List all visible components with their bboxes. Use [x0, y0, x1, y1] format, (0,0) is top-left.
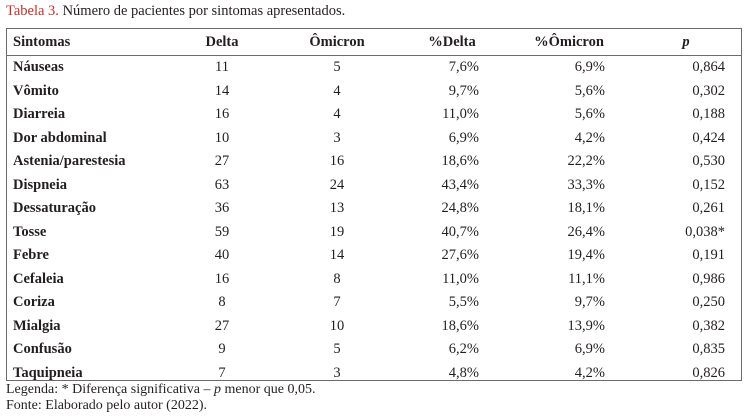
delta-count: 27: [214, 317, 230, 334]
p-value: 0,530: [692, 153, 725, 170]
omicron-percent: 6,9%: [574, 341, 605, 358]
omicron-count: 19: [329, 223, 345, 240]
delta-count: 16: [214, 106, 230, 123]
p-value: 0,261: [692, 200, 725, 217]
table-row: [7, 221, 741, 245]
symptom-name: Dispneia: [13, 176, 67, 193]
symptoms-table: [7, 29, 741, 385]
omicron-count: 24: [329, 176, 345, 193]
symptom-name: Diarreia: [13, 106, 66, 123]
p-value: 0,424: [692, 129, 725, 146]
omicron-percent: 5,6%: [574, 82, 605, 99]
table-row: [7, 315, 741, 339]
delta-percent: 5,5%: [448, 294, 479, 311]
p-value: 0,038*: [685, 223, 725, 240]
p-value: 0,826: [692, 364, 725, 381]
delta-percent: 24,8%: [441, 200, 479, 217]
delta-count: 9: [218, 341, 226, 358]
table-legend: [6, 382, 315, 414]
omicron-percent: 19,4%: [567, 247, 605, 264]
header-p-value: p: [631, 29, 741, 56]
table-row: [7, 291, 741, 315]
symptom-name: Cefaleia: [13, 270, 64, 287]
delta-count: 59: [214, 223, 230, 240]
omicron-count: 8: [333, 270, 341, 287]
legend-p: p: [213, 382, 221, 397]
header-delta: Delta: [167, 29, 277, 56]
symptom-name: Confusão: [13, 341, 72, 358]
symptom-name: Febre: [13, 247, 49, 264]
omicron-count: 7: [333, 294, 341, 311]
omicron-percent: 13,9%: [567, 317, 605, 334]
caption-tag: Tabela 3.: [6, 3, 59, 19]
delta-percent: 18,6%: [441, 317, 479, 334]
omicron-count: 10: [329, 317, 345, 334]
source-line: Fonte: Elaborado pelo autor (2022).: [6, 398, 208, 413]
header-pct-omicron: %Ômicron: [507, 29, 631, 56]
omicron-percent: 4,2%: [574, 364, 605, 381]
delta-percent: 7,6%: [448, 59, 479, 76]
header-omicron: Ômicron: [277, 29, 397, 56]
omicron-count: 5: [333, 341, 341, 358]
delta-percent: 6,9%: [448, 129, 479, 146]
delta-percent: 4,8%: [448, 364, 479, 381]
symptoms-table-frame: [6, 28, 742, 381]
omicron-count: 3: [333, 129, 341, 146]
delta-count: 40: [214, 247, 230, 264]
delta-count: 63: [214, 176, 230, 193]
delta-count: 7: [218, 364, 226, 381]
symptom-name: Dessaturação: [13, 200, 96, 217]
omicron-percent: 26,4%: [567, 223, 605, 240]
p-value: 0,191: [692, 247, 725, 264]
table-row: [7, 244, 741, 268]
delta-percent: 18,6%: [441, 153, 479, 170]
delta-percent: 27,6%: [441, 247, 479, 264]
omicron-count: 13: [329, 200, 345, 217]
omicron-percent: 4,2%: [574, 129, 605, 146]
omicron-percent: 18,1%: [567, 200, 605, 217]
omicron-count: 4: [333, 82, 341, 99]
legend-suffix: menor que 0,05.: [220, 382, 316, 397]
legend-line: [6, 382, 315, 398]
table-body: [7, 56, 741, 386]
header-sintomas: Sintomas: [7, 29, 167, 56]
symptom-name: Tosse: [13, 223, 47, 240]
table-header-row: [7, 29, 741, 56]
symptom-name: Náuseas: [13, 59, 64, 76]
table-row: [7, 103, 741, 127]
symptom-name: Mialgia: [13, 317, 61, 334]
delta-count: 14: [214, 82, 230, 99]
delta-percent: 40,7%: [441, 223, 479, 240]
p-value: 0,302: [692, 82, 725, 99]
omicron-percent: 11,1%: [568, 270, 605, 287]
symptom-name: Astenia/parestesia: [13, 153, 126, 170]
p-value: 0,188: [692, 106, 725, 123]
delta-count: 27: [214, 153, 230, 170]
header-pct-delta: %Delta: [397, 29, 507, 56]
table-row: [7, 338, 741, 362]
symptom-name: Taquipneia: [13, 364, 83, 381]
symptom-name: Vômito: [13, 82, 59, 99]
delta-count: 16: [214, 270, 230, 287]
legend-prefix: Legenda: * Diferença significativa –: [6, 382, 214, 397]
delta-count: 36: [214, 200, 230, 217]
table-row: [7, 197, 741, 221]
p-value: 0,986: [692, 270, 725, 287]
symptom-name: Dor abdominal: [13, 129, 107, 146]
p-value: 0,835: [692, 341, 725, 358]
caption-text: Número de pacientes por sintomas apresentados.: [62, 3, 346, 19]
table-row: [7, 150, 741, 174]
delta-percent: 6,2%: [448, 341, 479, 358]
symptom-name: Coriza: [13, 294, 55, 311]
table-row: [7, 268, 741, 292]
delta-count: 11: [215, 59, 229, 76]
omicron-percent: 9,7%: [574, 294, 605, 311]
omicron-percent: 5,6%: [574, 106, 605, 123]
delta-percent: 11,0%: [442, 106, 479, 123]
delta-percent: 11,0%: [442, 270, 479, 287]
table-row: [7, 127, 741, 151]
p-value: 0,250: [692, 294, 725, 311]
table-caption: [6, 3, 345, 20]
omicron-count: 5: [333, 59, 341, 76]
p-value: 0,864: [692, 59, 725, 76]
p-value: 0,382: [692, 317, 725, 334]
table-row: [7, 56, 741, 80]
delta-count: 10: [214, 129, 230, 146]
omicron-count: 3: [333, 364, 341, 381]
table-row: [7, 174, 741, 198]
omicron-percent: 33,3%: [567, 176, 605, 193]
delta-percent: 9,7%: [448, 82, 479, 99]
p-value: 0,152: [692, 176, 725, 193]
omicron-count: 16: [329, 153, 345, 170]
omicron-percent: 22,2%: [567, 153, 605, 170]
omicron-percent: 6,9%: [574, 59, 605, 76]
delta-percent: 43,4%: [441, 176, 479, 193]
delta-count: 8: [218, 294, 226, 311]
omicron-count: 14: [329, 247, 345, 264]
omicron-count: 4: [333, 106, 341, 123]
table-row: [7, 80, 741, 104]
